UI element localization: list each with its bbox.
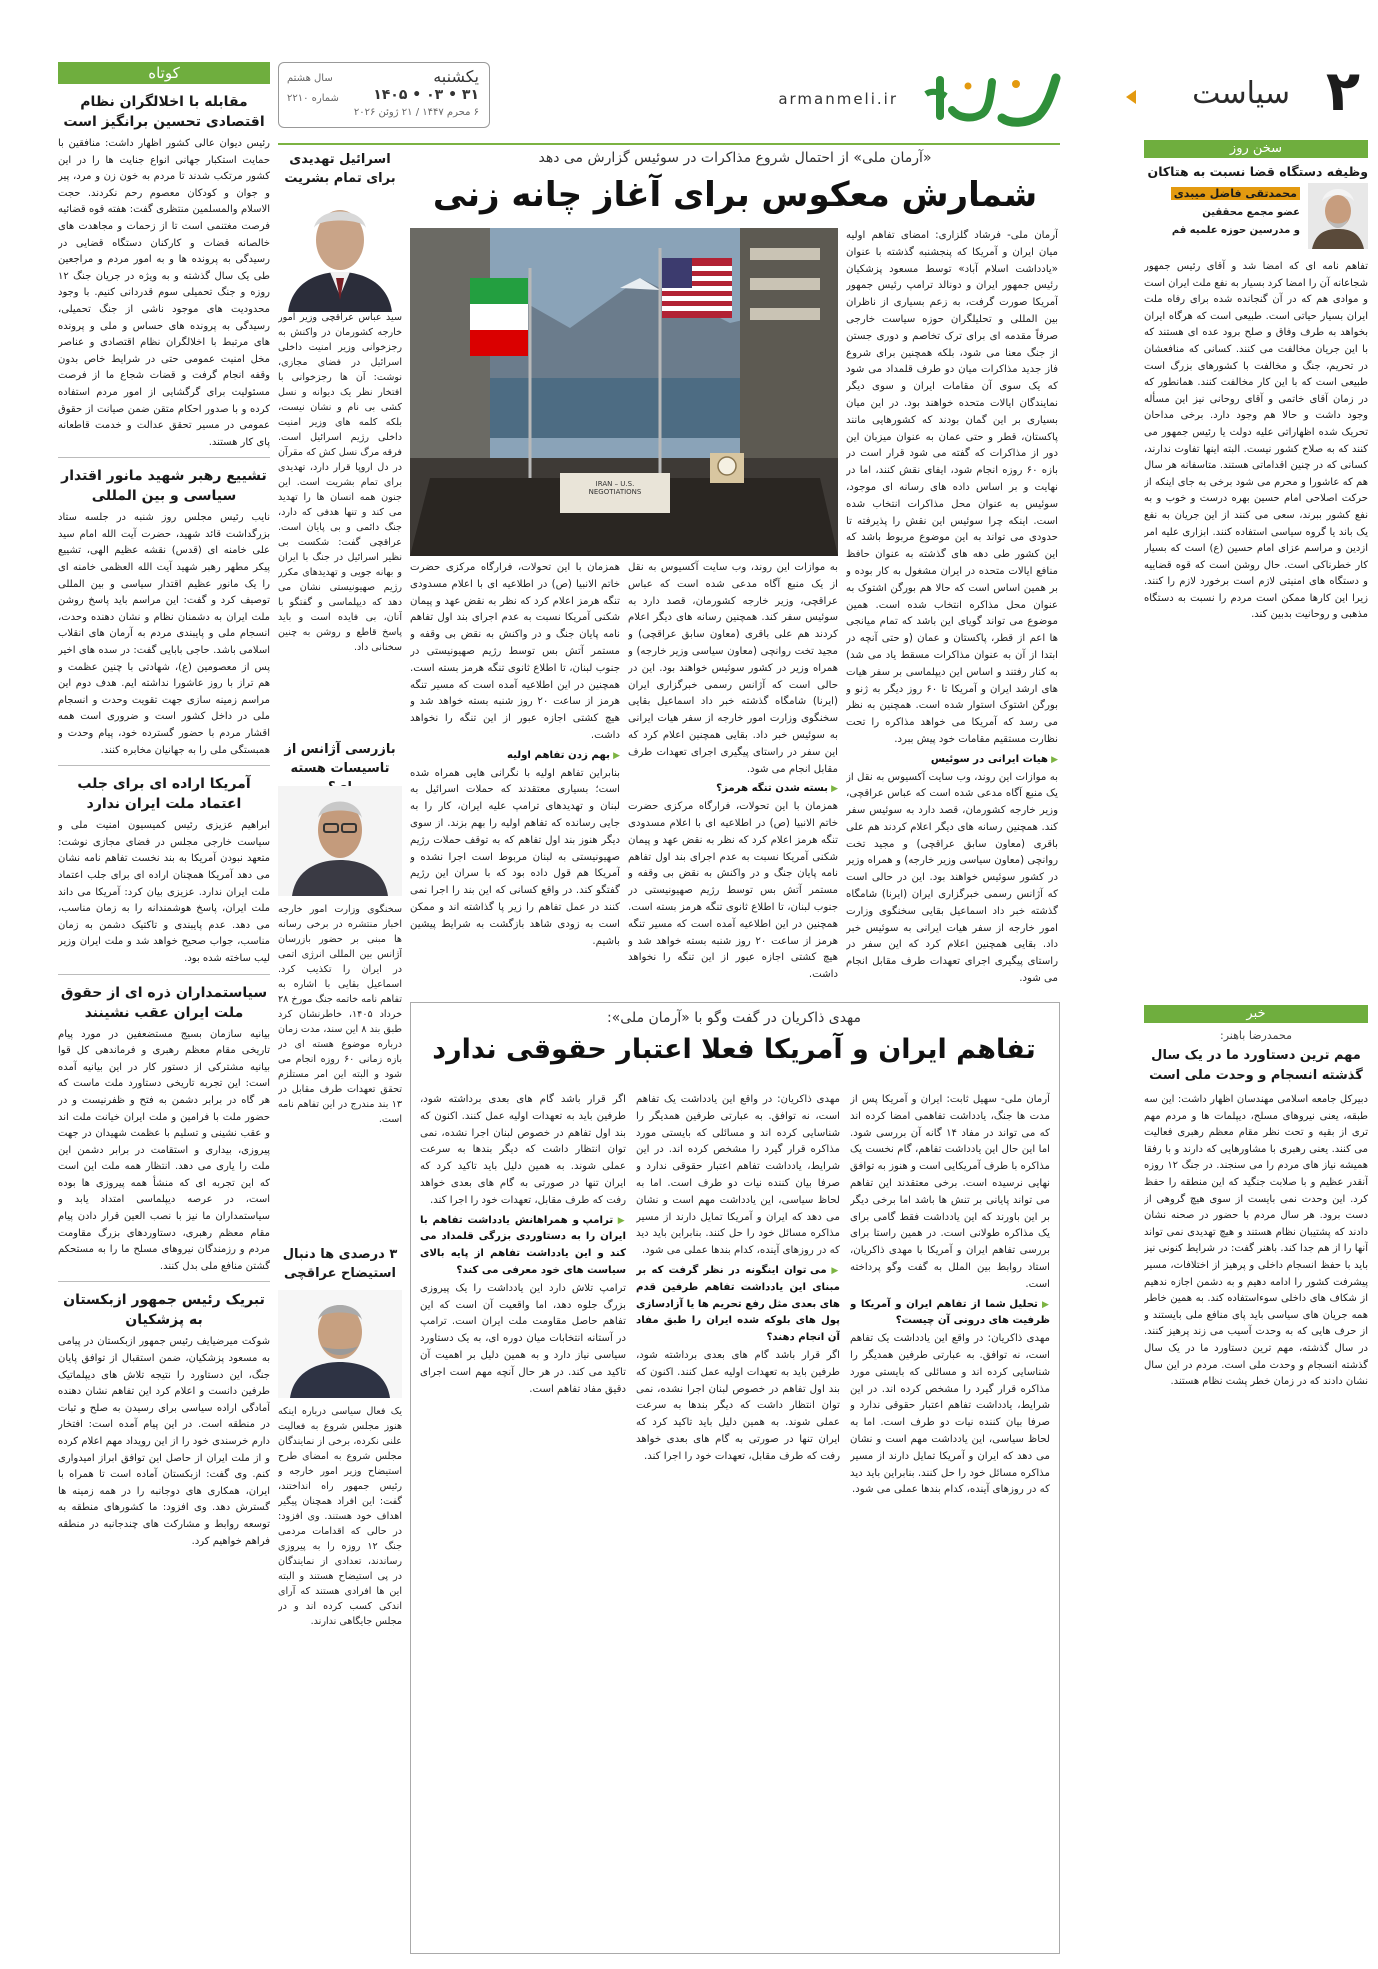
lead-subhead: ▶ هیات ایرانی در سوئیس (846, 752, 1058, 769)
interview-col-1 (850, 1092, 1050, 1944)
brief-title: مقابله با اخلالگران نظام اقتصادی تحسین برانگیز است (63, 94, 265, 130)
brief-title: آمریکا اراده ای برای جلب اعتماد ملت ایران ندارد (77, 776, 251, 813)
interview-question: ▶ تحلیل شما از تفاهم ایران و آمریکا و ظرفیت های درونی آن چیست؟ (850, 1297, 1050, 1331)
interview-paragraph: ترامپ تلاش دارد این یادداشت را یک پیروزی بزرگ جلوه دهد، اما واقعیت آن است که این تفاهم حاصل مقاومت ملت ایران است. ترامپ در آستانه انتخابات میان دوره ای، به یک دستاورد سیاسی نیاز دارد و به همین دلیل بر اهمیت آن تاکید می کند. در هر حال آنچه مهم است اجرای دقیق مفاد تفاهم است. (420, 1282, 626, 1395)
interview-question: ▶ ترامپ و همراهانش یادداشت تفاهم با ایران را به دستاوردی بزرگی قلمداد می کند و این یادداشت تفاهم از پایه بالای سیاست های خود معرفی می کند؟ (420, 1213, 626, 1280)
author-name: محمدتقی فاضل میبدی (1171, 187, 1300, 200)
interview-col-2 (636, 1092, 840, 1944)
sidebar-tag: خبر (1144, 1005, 1368, 1023)
lead-article (410, 150, 1060, 220)
item-title: بازرسی آژانس از تاسیسات هسته (284, 742, 396, 776)
interview-header (420, 1010, 1048, 1072)
lead-photo (410, 228, 838, 556)
divider (58, 765, 270, 766)
brief-text: ابراهیم عزیزی رئیس کمیسیون امنیت ملی و سیاست خارجی مجلس در فضای مجازی نوشت: متعهد نبودن آمریکا به بند نخست تفاهم نامه نشان می دهد آمریکا همچنان اراده ای برای جلب اعتماد ملت ایران ندارد. عزیزی بیان کرد: آمریکا می داند ملت ایران، پاسخ هوشمندانه را به زمان مناسب، می دهد. عدم پایبندی و تاکتیک دشمن به زمان مناسب، جواب صحیح خواهد شد و ملت ایران وزیر لیب ساخته شده بود. (58, 820, 270, 964)
site-url[interactable]: armanmeli.ir (778, 90, 898, 108)
orange-triangle-icon (1126, 90, 1136, 104)
interview-paragraph: مهدی ذاکریان: در واقع این یادداشت یک تفاهم است، نه توافق. به عبارتی طرفین همدیگر را شناسایی کرده اند و مسائلی که بایستی مورد مذاکره قرار گیرد را مشخص کرده اند. در این شرایط، یادداشت تفاهم اعتبار حقوقی ندارد و صرفا بیان کننده نیات دو طرف است. اما به لحاظ سیاسی، این یادداشت مهم است و نشان می دهد که ایران و آمریکا تمایل دارند از مسیر مذاکره مسائل خود را حل کنند. بنابراین باید دید که در روزهای آینده، کدام بندها عملی می شود. (850, 1333, 1050, 1496)
item-title: ۳ درصدی ها دنبال استیضاح عراقچی (282, 1247, 398, 1281)
interview-paragraph: اگر قرار باشد گام های بعدی برداشته شود، طرفین باید به تعهدات اولیه عمل کنند. اکنون که بند اول تفاهم در خصوص لبنان اجرا نشده، نمی توان انتظار داشت که دیگر بندها به سرعت عملی شوند. به همین دلیل باید تاکید کرد که ایران تنها در صورتی به گام های بعدی خواهد رفت که طرف مقابل، تعهدات خود را اجرا کند. (636, 1349, 840, 1462)
portrait-baghaei (278, 786, 402, 896)
item-title: اسرائیل تهدیدی برای تمام بشریت (284, 152, 396, 186)
issue-date-alt: ۶ محرم ۱۴۴۷ / ۲۱ ژوئن ۲۰۲۶ (353, 107, 479, 118)
lead-text-col-2 (628, 560, 838, 990)
portrait-politician (278, 1290, 402, 1398)
brief-title: تبریک رئیس جمهور ازبکستان به پزشکیان (63, 1292, 265, 1329)
author-role: و مدرسین حوزه علمیه قم (1171, 225, 1300, 236)
brief-text: شوکت میرضیایف رئیس جمهور ازبکستان در پیامی به مسعود پزشکیان، ضمن استقبال از توافق پایان جنگ، این دستاورد را نتیجه تلاش های دیپلماتیک طرفین دانست و اعلام کرد این تفاهم نشان دهنده آمادگی اراده سیاسی برای رسیدن به صلح و ثبات در منطقه است. در این پیام آمده است: افتخار دارم خرسندی خود را از این رویداد مهم اعلام کرده و از ملت ایران از حاصل این توافق ابراز امیدواری کنم. وی گفت: ازبکستان آماده است تا همراه با ایران، همکاری های دوجانبه را در همه زمینه ها گسترش دهد. وی افزود: ما کشورهای منطقه به توسعه روابط و مشارکت های چندجانبه در منطقه فراهم خواهیم کرد. (58, 1336, 270, 1547)
interview-paragraph: آرمان ملی- سهیل ثابت: ایران و آمریکا پس از مدت ها جنگ، یادداشت تفاهمی امضا کرده اند که می تواند در مفاد ۱۴ گانه آن بررسی شود. اما این حال این یادداشت تفاهم، گام نخست یک مذاکره با طرف آمریکایی است و هنوز به توافق نهایی نرسیده است. برخی معتقدند این تفاهم می تواند پایانی بر تنش ها باشد اما برخی دیگر بر این باورند که این یادداشت فقط گامی برای یک مذاکره طولانی است. در همین راستا برای بررسی تفاهم ایران و آمریکا با مهدی ذاکریان، استاد روابط بین الملل به گفت وگو پرداخته است. (850, 1094, 1050, 1290)
section-name: سیاست (1192, 76, 1290, 111)
sidebar-tag: سخن روز (1144, 140, 1368, 158)
interview-paragraph: اگر قرار باشد گام های بعدی برداشته شود، طرفین باید به تعهدات اولیه عمل کنند. اکنون که بند اول تفاهم در خصوص لبنان اجرا نشده، نمی توان انتظار داشت که دیگر بندها به سرعت عملی شوند. به همین دلیل باید تاکید کرد که ایران تنها در صورتی به گام های بعدی خواهد رفت که طرف مقابل، تعهدات خود را اجرا کند. (420, 1094, 626, 1206)
masthead-rule (278, 143, 1060, 145)
issue-date: ۳۱ • ۰۳ • ۱۴۰۵ (373, 87, 479, 103)
brief-text: نایب رئیس مجلس روز شنبه در جلسه ستاد بزرگداشت قائد شهید، حضرت آیت الله امام سید علی خامنه ای (قدس) نقشه عظیم الهی، تشییع پیکر مطهر رهبر شهید آیت الله العظمی خامنه ای را یک مانور عظیم اقتدار سیاسی و بین المللی توصیف کرد و گفت: این مراسم باید پاسخ روشن ملت ایران به دشمنان نظام و نشان دهنده وحدت، انسجام ملی و پایبندی مردم به آرمان های انقلاب اسلامی باشد. حاجی بابایی گفت: در سده های اخیر پس از معصومین (ع)، شهادتی با چنین عظمت و هم تراز با روز عاشورا نداشته ایم. هدف دوم این مراسم زمینه سازی جهت تقویت وحدت و انسجام ملی در داخل کشور است و ضروری است همه اقشار مردم با حضور گسترده خود، پیام وحدت و همبستگی ملی را به جهانیان مخابره کنند. (58, 512, 270, 756)
news-text: دبیرکل جامعه اسلامی مهندسان اظهار داشت: این سه طبقه، یعنی نیروهای مسلح، دیپلمات ها و مردم مهم تری از بقیه و تحت نظر مقام معظم رهبری فعالیت می کنند. یعنی رهبری با مشاورهایی که دارند و با رفقا همیشه نیاز های مردم را می سنجند. در جنگ ۱۲ روزه آنقدر عظیم و با صلابت جنگید که این منطقه را حفظ کرد. این وحدت نمی بایست از سوی هیچ گروهی از دست برود. هر سال مردم با حضور در صحنه نشان دادند که پشتیبان نظام هستند و هیچ تهدیدی نمی تواند آنها را از هم جدا کند. باهنر گفت: در شرایط کنونی نیز باید با حفظ انسجام داخلی و پرهیز از اختلافات، مسیر پیشرفت کشور را ادامه دهیم و به دشمن اجازه ندهیم از شکاف های داخلی سوءاستفاده کند. به همین خاطر همه جریان های سیاسی باید پای منافع ملی بایستند و از حرف هایی که به وحدت آسیب می زند پرهیز کنند. در سال گذشته، مهم ترین دستاورد ما در یک سال گذشته انسجام و وحدت ملی است. مردم در این سال نشان دادند که در زمان خطر پشت نظام هستند. (1144, 1094, 1368, 1388)
portrait-araghchi (278, 192, 402, 312)
lead-paragraph: همزمان با این تحولات، فرارگاه مرکزی حضرت خاتم الانبیا (ص) در اطلاعیه ای با اعلام مسدودی تنگه هرمز اعلام کرد که نظر به نقض عهد و پیمان شکنی آمریکا نسبت به عدم اجرای بند اول تفاهم نامه پایان جنگ و در واکنش به نقض بی وقفه و مستمر آتش بس توسط رژیم صهیونیستی در جنوب لبنان، تا اطلاع ثانوی تنگه هرمز بسته است. همچنین در این اطلاعیه آمده است که مسیر تنگه هرمز از ساعت ۲۰ روز شنبه بسته خواهد شد و هیچ کشتی اجازه عبور از این تنگه را نخواهد داشت. (628, 801, 838, 981)
interview-question: ▶ می توان اینگونه در نظر گرفت که بر مبنای این یادداشت تفاهم طرفین قدم های بعدی مثل رفع تحریم ها یا آزادسازی پول های بلوکه شده ایران را طبق مفاد آن انجام دهند؟ (636, 1263, 840, 1347)
issue-box (278, 62, 490, 128)
brief-title: سیاستمداران ذره ای از حقوق ملت ایران عقب نشینند (60, 984, 268, 1021)
divider (58, 1281, 270, 1282)
sidebar (1144, 140, 1368, 1039)
lead-subhead: ▶ بسته شدن تنگه هرمز؟ (628, 781, 838, 798)
sidebar-text: تفاهم نامه ای که امضا شد و آقای رئیس جمهور شجاعانه آن را امضا کرد بسیار به نفع ملت ایران است و موادی هم که در آن گنجانده شده برای رفاه ملت ایران بسیار حیاتی است. طبیعی است که هرگاه ایران بخواهد به طرف وفاق و صلح برود عده ای هستند که با این جریان مخالفت می کنند. کسانی که منافعشان در تحریم، جنگ و مخالفت با کشورهای بزرگ است طبیعی است که با این کار مخالفت کنند. همانطور که در زمان آقای خاتمی و آقای روحانی نیز این مسأله وجود داشت و حالا هم وجود دارد. برخی مداحان تحریک شده اظهاراتی علیه دولت یا رئیس جمهور می کنند که به صلاح کشور نیست. البته اینها تفاوت ندارند، کسانی که در چنین اقداماتی هستند. متاسفانه هر سال هم که عاشورا و محرم می شود برخی به جای اینکه از حرکت اصلاحی امام حسین بهره درست و خوب و به نفع کشور ببرند، سعی می کنند از این جریان به نفع یک باند یا گروه سیاسی استفاده کنند. ابزاری علیه امر ازدین و مراسم عزای امام حسین (ع) است که بسیار کار خطرناکی است. حال روشن است که قوه قضاییه و دستگاه های امنیتی لازم است برخورد لازم را کنند. زیرا این کارها ممکن است مردم را نسبت به دستگاه مذهبی و روحانیت بدبین کند. (1144, 261, 1368, 621)
lead-subhead: ▶ بهم زدن تفاهم اولیه (410, 748, 620, 765)
lead-headline[interactable]: شمارش معکوس برای آغاز چانه زنی (432, 175, 1038, 215)
interview-paragraph: مهدی ذاکریان: در واقع این یادداشت یک تفاهم است، نه توافق. به عبارتی طرفین همدیگر را شناسایی کرده اند و مسائلی که بایستی مورد مذاکره قرار گیرد را مشخص کرده اند. در این شرایط، یادداشت تفاهم اعتبار حقوقی ندارد و صرفا بیان کننده نیات دو طرف است. اما به لحاظ سیاسی، این یادداشت مهم است و نشان می دهد که ایران و آمریکا تمایل دارند از مسیر مذاکره مسائل خود را حل کنند. بنابراین باید دید که در روزهای آینده، کدام بندها عملی می شود. (636, 1094, 840, 1257)
lead-kicker: «آرمان ملی» از احتمال شروع مذاکرات در سوئیس گزارش می دهد (538, 150, 932, 166)
divider (58, 974, 270, 975)
issue-day: یکشنبه (433, 67, 479, 86)
lead-text-col-1 (846, 228, 1058, 988)
brief-tag: کوتاه (58, 62, 270, 84)
item-caption: سخنگوی وزارت امور خارجه اخبار منتشره در برخی رسانه ها مبنی بر حضور بازرسان آژانس بین المللی انرژی اتمی در ایران را تکذیب کرد. اسماعیل بقایی با اشاره به تفاهم نامه خاتمه جنگ مورخ ۲۸ خرداد ۱۴۰۵، خاطرنشان کرد طبق بند ۸ این سند، مدت زمان درباره موضوع هسته ای در بازه زمانی ۶۰ روزه انجام می شود و البته این امر مستلزم تحقق تعهدات طرف مقابل در ۱۳ بند مندرج در این تفاهم نامه است. (278, 904, 402, 1125)
issue-year: سال هشتم (287, 73, 333, 84)
lead-paragraph: به موازات این روند، وب سایت آکسیوس به نقل از یک منبع آگاه مدعی شده است که عباس عراقچی، وزیر خارجه کشورمان، قصد دارد به سوئیس سفر کند. همچنین رسانه های دیگر اعلام کردند هم علی باقری (معاون سابق عراقچی) و مجید تخت روانچی (معاون سیاسی وزیر خارجه) و همراه وزیر در کشور سوئیس خواهند بود. این در حالی است که آژانس رسمی خبرگزاری ایران (ایرنا) شامگاه گذشته خبر داد اسماعیل بقایی سخنگوی وزارت امور خارجه از سفر هیات ایرانی به سوئیس خبر داد. بقایی همچنین اعلام کرد که این سفر در راستای پیگیری اجرای تعهدات طرف مقابل انجام می شود. (846, 771, 1058, 985)
author-block (1144, 183, 1368, 253)
lead-paragraph: بنابراین تفاهم اولیه با نگرانی هایی همراه شده است؛ بسیاری معتقدند که حملات اسرائیل به لبنان و تهدیدهای ترامپ علیه ایران، کار را به جایی رسانده که تفاهم اولیه را بهم بزند. از سوی دیگر هنوز بند اول تفاهم که به توقف حملات رژیم صهیونیستی به لبنان مربوط است اجرا نشده و آمریکا هم قول داده بود که با سران این رژیم گفتگو کند. در واقع کسانی که این بند را اجرا نمی کنند در عمل تفاهم را زیر پا گذاشته اند و ممکن است به زودی شاهد بازگشت به شرایط پیشین باشیم. (410, 767, 620, 947)
author-photo (1308, 183, 1368, 249)
lead-paragraph: آرمان ملی- فرشاد گلزاری: امضای تفاهم اولیه میان ایران و آمریکا که پنجشنبه گذشته با عنوان «یادداشت اسلام آباد» توسط مسعود پزشکیان رئیس جمهور ایران و دونالد ترامپ رئیس جمهور آمریکا صورت گرفت، به زعم بسیاری از ناظران بین المللی و تحلیلگران حوزه سیاست خارجی صرفاً مقدمه ای برای ترک تخاصم و دوری جستن از جنگ معنا می شود، بلکه همچنین برای شروع فاز جدید مذاکرات میان دو طرف قلمداد می شود که یک سوی آن مقامات ایران و سوی دیگر نمایندگان ایالات متحده خواهند بود. در این میان بسیاری بر این گمان بودند که کشورهایی مانند پاکستان، قطر و حتی عمان به عنوان میزبان این دور از مذاکرات که گفته می شود قرار است در بازه ۶۰ روزه انجام شود، ایفای نقش کنند، اما در نهایت و بر اساس داده های رسانه ای موجود، سوئیس به عنوان محل مذاکرات انتخاب شده است. اینکه چرا سوئیس این نقش را پذیرفته تا حدودی می تواند به این موضوع مربوط باشد که این کشور طی دهه های گذشته به عنوان حافظ منافع ایالات متحده در ایران مشغول به کار بوده و بر همین اساس است که حالا هم بورگن اشتوک به عنوان محل مذاکره انتخاب شده است. همین موضوع می تواند گویای این باشد که تمام میانجی ها اعم از قطر، پاکستان و عمان (و حتی آنچه در ابتدا از آن به عنوان مذاکرات مسقط یاد می شد) به کنار رفتند و اساس این دیپلماسی بر سفر هیات های ارشد ایران و آمریکا تا ۶۰ روز دیگر به ژنو و بورگن اشتوک استوار شده است. همچنین به نظر می رسد که آمریکا می خواهد مذاکره را تحت نظارت مستقیم مقامات خود پیش ببرد. (846, 230, 1058, 745)
brief-text: رئیس دیوان عالی کشور اظهار داشت: منافقین با حمایت استکبار جهانی انواع جنایت ها را در این کشور مرتکب شدند تا مردم به خون زن و مرد، پیر و جوان و کودکان معصوم رحم نکردند. حجت الاسلام والمسلمین منتظری گفت: هفته قوه قضائیه فرصت مغتنمی است تا از زحمات و مجاهدت های خالصانه قضات و کارکنان دستگاه قضایی در رسیدگی به پرونده ها و به امور مردم و مراجعین طی یک سال گذشته و به ویژه در جریان جنگ ۱۲ روزه و جنگ تحمیلی سوم قدردانی کنیم. با وجود محدودیت های موجود ناشی از جنگ تحمیلی، رسیدگی به پرونده های حساس و ملی و پرونده های مرتبط با اخلالگران نظام اقتصادی و عناصر مخل امنیت عمومی حتی در شرایط خاص بدون وقفه انجام گرفت و قضات شجاع ما از فرصت مسئولیت برای گرگشایی از امور مردم استفاده کرده و با صدور احکام متقن ضمن صیانت از حقوق عمومی در مسیر تحقق عدالت و خدمت قاطعانه پای کار هستند. (58, 138, 270, 448)
interview-col-3 (420, 1092, 626, 1944)
lead-text-col-3 (410, 560, 620, 990)
sidebar-title: وظیفه دستگاه قضا نسبت به هتاکان (1147, 164, 1368, 179)
divider (58, 457, 270, 458)
interview-kicker: مهدی ذاکریان در گفت وگو با «آرمان ملی»: (606, 1010, 862, 1026)
news-title: مهم ترین دستاورد ما در یک سال گذشته انسجام و وحدت ملی است (1149, 1048, 1363, 1083)
brief-title: تشییع رهبر شهید مانور اقتدار سیاسی و بین المللی (61, 468, 267, 505)
item-caption: سید عباس عراقچی وزیر امور خارجه کشورمان در واکنش به رجزخوانی وزیر امنیت داخلی اسرائیل در فضای مجازی، نوشت: آن ها رجزخوانی با افتخار نظر یک دیوانه و نسل کشی بی نام و نشان نیست، بلکه کلمه های وزیر امنیت داخلی رژیم اسرائیل است. فرقه مرگ نسل کش که مقرآن در دل اروپا قرار دارد، تهدیدی برای تمام بشریت است. این جنون همه انسان ها را تهدید می کند و تنها هدفی که دارد، جنگ دائمی و بی پایان است. عراقچی گفت: شکست بی نظیر اسرائیل در جنگ با ایران و بهانه جویی و تهدیدهای مکرر رژیم صهیونیستی نشان می دهد که دیپلماسی و گفتگو با آنان، بی فایده است و باید پاسخ قاطع و روشن به چنین سخنانی داد. (278, 312, 402, 653)
interview-headline[interactable]: تفاهم ایران و آمریکا فعلا اعتبار حقوقی ندارد (432, 1034, 1036, 1065)
lead-paragraph: به موازات این روند، وب سایت آکسیوس به نقل از یک منبع آگاه مدعی شده است که عباس عراقچی، وزیر خارجه کشورمان، قصد دارد به سوئیس سفر کند. همچنین رسانه های دیگر اعلام کردند هم علی باقری (معاون سابق عراقچی) و مجید تخت روانچی (معاون سیاسی وزیر خارجه) و همراه وزیر در کشور سوئیس خواهند بود. این در حالی است که آژانس رسمی خبرگزاری ایران (ایرنا) شامگاه گذشته خبر داد اسماعیل بقایی سخنگوی وزارت امور خارجه از سفر هیات ایرانی به سوئیس خبر داد. بقایی همچنین اعلام کرد که این سفر در راستای پیگیری اجرای تعهدات طرف مقابل انجام می شود. (628, 562, 838, 775)
brief-column (58, 62, 270, 1956)
lead-paragraph: همزمان با این تحولات، فرارگاه مرکزی حضرت خاتم الانبیا (ص) در اطلاعیه ای با اعلام مسدودی تنگه هرمز اعلام کرد که نظر به نقض عهد و پیمان شکنی آمریکا نسبت به عدم اجرای بند اول تفاهم نامه پایان جنگ و در واکنش به نقض بی وقفه و مستمر آتش بس توسط رژیم صهیونیستی در جنوب لبنان، تا اطلاع ثانوی تنگه هرمز بسته است. همچنین در این اطلاعیه آمده است که مسیر تنگه هرمز از ساعت ۲۰ روز شنبه بسته خواهد شد و هیچ کشتی اجازه عبور از این تنگه را نخواهد داشت. (410, 562, 620, 741)
brief-text: بیانیه سازمان بسیج مستضعفین در مورد پیام تاریخی مقام معظم رهبری و فرماندهی کل قوا بیانیه مشترکی از دستور کار در این بیانیه آمده است: این تجربه تاریخی دستاورد ملت ماست که هر گاه در برابر دشمن به فتح و ظفرنیست و در حضور ملت با فرامین و ملت ایران خیانت ملت اند و عقب نشینی و تسلیم با عظمت شهیدان در جهت پیروزی، بیداری و استقامت در برابر دشمن این ملت را یاری می دهد. انتظار همه ملت این است که این تجربه ای که منشأ همه پیروزی ها بوده است، در عرصه دیپلماسی امتداد یابد و سیاستمداران ما نیز با نصب العین قرار دادن پیام مقام معظم رهبری، دستاوردهای بزرگ مقاومت مردم و رزمندگان نیروهای مسلح ما را به مستحکم گشتن منافع ملی بدل کنند. (58, 1028, 270, 1272)
logo (918, 64, 1068, 132)
page-number: ۲ (1325, 59, 1360, 124)
item-caption: یک فعال سیاسی درباره اینکه هنوز مجلس شروع به فعالیت علنی نکرده، برخی از نمایندگان مجلس شروع به امضای طرح استیضاح وزیر امور خارجه و رئیس جمهور راه انداختند، گفت: این افراد همچنان پیگیر اهداف خود هستند. وی افزود: در حالی که اقدامات مردمی جنگ ۱۲ روزه را به پیروزی رساندند، تعدادی از نمایندگان در پی استیضاح هستند و البته این ها افرادی هستند که آرای اندکی کسب کرده اند و در مجلس جایگاهی ندارند. (278, 1406, 402, 1627)
author-role: عضو مجمع محققین (1202, 207, 1300, 218)
masthead (278, 59, 1368, 140)
sidebar-news (1144, 1005, 1368, 1942)
card-text: IRAN – U.S. NEGOTIATIONS (588, 480, 642, 496)
issue-number: شماره ۲۲۱۰ (287, 93, 339, 104)
news-author: محمدرضا باهنر: (1220, 1029, 1292, 1042)
